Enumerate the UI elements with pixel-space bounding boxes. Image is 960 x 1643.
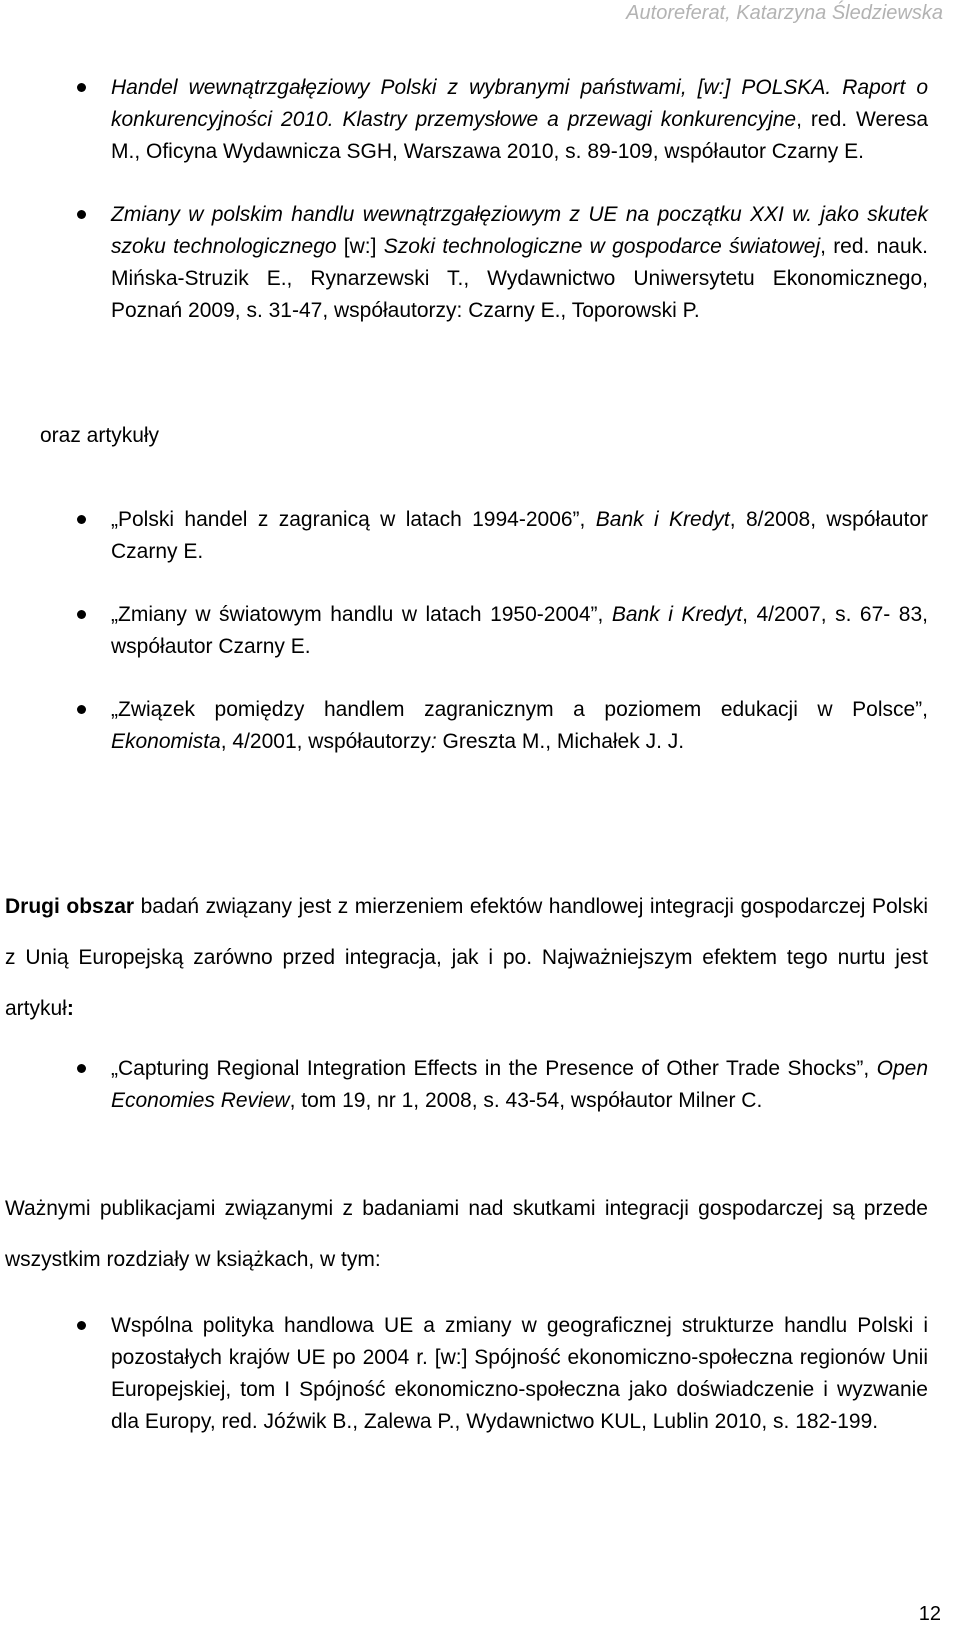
bullet-icon (77, 1064, 86, 1073)
chapter-text: Wspólna polityka handlowa UE a zmiany w geograficznej strukturze handlu Polski i pozostałych krajów UE po 2004 r. [w:] Spójność ekonomiczno-społeczna regionów Unii Europejskiej, tom I Spójność ekonomiczno-społeczna jako doświadczenie i wyzwanie dla Europy, red. Jóźwik B., Zalewa P., Wydawnictwo KUL, Lublin 2010, s. 182-199. (111, 1314, 928, 1433)
list-item (0, 504, 960, 568)
second-area-label: Drugi obszar (5, 895, 135, 918)
integration-paragraph: Ważnymi publikacjami związanymi z badaniami nad skutkami integracji gospodarczej są przede wszystkim rozdziały w książkach, w tym: (5, 1197, 928, 1271)
integration-chapters-list (0, 1310, 960, 1438)
article-details: , 4/2001, współautorzy (220, 730, 431, 753)
bullet-icon (77, 210, 86, 219)
article-title: „Polski handel z zagranicą w latach 1994-2006”, (111, 508, 596, 531)
chapter-title: Zmiany w polskim handlu wewnątrzgałęziowym z UE na początku XXI w. jako skutek szoku technologicznego (111, 203, 928, 258)
list-item (0, 599, 960, 663)
bullet-icon (77, 1321, 86, 1330)
articles-intro: oraz artykuły (40, 424, 160, 447)
second-area-text: badań związany jest z mierzeniem efektów handlowej integracji gospodarczej Polski z Unią Europejską zarówno przed integracja, jak i po. Najważniejszym efektem tego nurtu jest artykuł (5, 895, 928, 1020)
page-number: 12 (918, 1603, 941, 1625)
second-area-paragraph (5, 881, 928, 1034)
list-item (0, 1310, 960, 1438)
article-authors: Greszta M., Michałek J. J. (436, 730, 685, 753)
chapter-details: , red. nauk. Mińska-Struzik E., Rynarzewski T., Wydawnictwo Uniwersytetu Ekonomicznego, Poznań 2009, s. 31-47, współautorzy: Czarny E., Toporowski P. (111, 235, 928, 322)
chapter-details: , red. Weresa M., Oficyna Wydawnicza SGH, Warszawa 2010, s. 89-109, współautor Czarny E. (111, 108, 928, 163)
chapter-in: [w:] (336, 235, 384, 258)
article-details: , 8/2008, współautor Czarny E. (111, 508, 928, 563)
book-chapters-list (0, 72, 960, 327)
list-item (0, 1053, 960, 1117)
journal-name: Ekonomista (111, 730, 221, 753)
bullet-icon (77, 705, 86, 714)
journal-name: Open Economies Review (111, 1057, 928, 1112)
key-article-list (0, 1053, 960, 1117)
bullet-icon (77, 83, 86, 92)
page-header: Autoreferat, Katarzyna Śledziewska (626, 2, 943, 24)
article-details: , tom 19, nr 1, 2008, s. 43-54, współautor Milner C. (289, 1089, 763, 1112)
list-item (0, 72, 960, 168)
journal-name: Bank i Kredyt (611, 603, 743, 626)
article-colon: : (430, 730, 437, 753)
list-item (0, 694, 960, 758)
bullet-icon (77, 515, 86, 524)
list-item (0, 199, 960, 327)
article-title: „Związek pomiędzy handlem zagranicznym a poziomem edukacji w Polsce”, (111, 698, 928, 721)
articles-list (0, 504, 960, 758)
article-details: , 4/2007, s. 67- 83, współautor Czarny E. (111, 603, 928, 658)
second-area-colon: : (66, 997, 74, 1020)
journal-name: Bank i Kredyt (595, 508, 730, 531)
article-title: „Capturing Regional Integration Effects in the Presence of Other Trade Shocks”, (111, 1057, 877, 1080)
article-title: „Zmiany w światowym handlu w latach 1950-2004”, (111, 603, 612, 626)
bullet-icon (77, 610, 86, 619)
chapter-title: Handel wewnątrzgałęziowy Polski z wybranymi państwami, [w:] POLSKA. Raport o konkurencyjności 2010. Klastry przemysłowe a przewagi konkurencyjne (111, 76, 928, 131)
book-title: Szoki technologiczne w gospodarce światowej (383, 235, 821, 258)
